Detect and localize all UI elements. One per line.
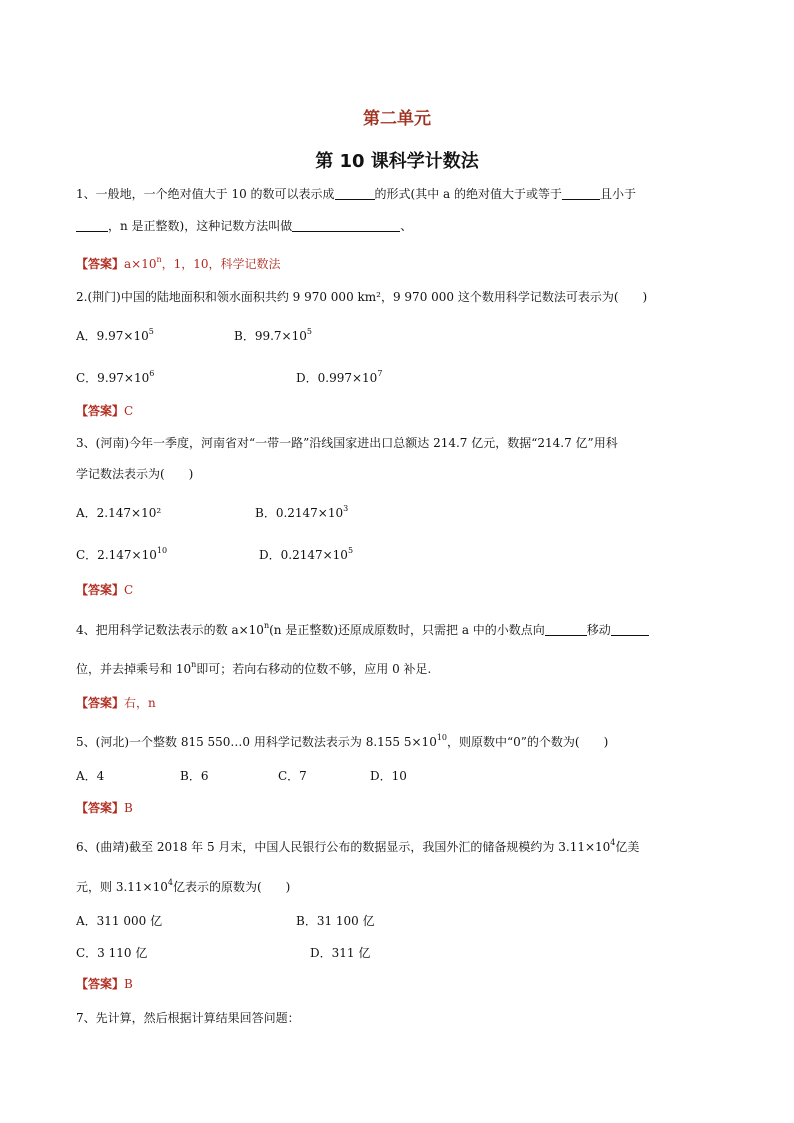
q3-option-a: A．2.147×10² [76, 506, 162, 520]
q2-option-b: B．$99.7\times 10^5$ [234, 327, 312, 343]
q5-option-a: A．4 [76, 769, 105, 783]
q1-blank-2 [562, 187, 600, 200]
q1-answer: 【答案】$a\times 10^n$，1，10，科学记数法 [76, 255, 281, 271]
q6-option-c: C．3 110 亿 [76, 946, 148, 960]
q5-option-d: D．10 [370, 769, 407, 783]
q3-answer: 【答案】C [76, 583, 134, 597]
q3-option-d: D．$0.2147\times 10^5$ [259, 546, 354, 562]
q1-blank-4 [292, 219, 400, 232]
q5-answer: 【答案】B [76, 801, 133, 815]
q1-blank-1 [335, 187, 375, 200]
q6-line1: 6、(曲靖)截至 2018 年 5 月末，中国人民银行公布的数据显示，我国外汇的储备规模约为 $3.11\times 10^4$亿美 [76, 838, 640, 854]
q7-stem: 7、先计算，然后根据计算结果回答问题： [76, 1011, 300, 1025]
q2-option-c: C．$9.97\times 10^6$ [76, 369, 155, 385]
q2-stem: 2.(荆门)中国的陆地面积和领水面积共约 9 970 000 km²，9 970 000 这个数用科学记数法可表示为( ) [76, 290, 648, 304]
q3-option-b: B．$0.2147\times 10^3$ [255, 504, 349, 520]
q5-option-c: C．7 [278, 769, 307, 783]
q2-answer: 【答案】C [76, 404, 134, 418]
lesson-title: 第 10 课科学计数法 [315, 151, 479, 172]
q5-stem: 5、(河北)一个整数 815 550…0 用科学记数法表示为 8.155 $5\times 10^{10}$，则原数中“0”的个数为( ) [76, 733, 609, 749]
q3-option-c: C．$2.147\times 10^{10}$ [76, 546, 168, 562]
q1-blank-3 [76, 219, 108, 232]
unit-title: 第二单元 [363, 109, 431, 129]
q4-blank-1 [545, 623, 587, 636]
q6-option-b: B．31 100 亿 [296, 914, 375, 928]
q4-line1: 4、把用科学记数法表示的数 $a\times 10^n(n$ 是正整数)还原成原数时，只需把 a 中的小数点向 移动 [76, 622, 649, 638]
q5-option-b: B．6 [180, 769, 209, 783]
q3-line2: 学记数法表示为( ) [76, 467, 194, 481]
q6-option-d: D．311 亿 [310, 946, 371, 960]
q6-answer: 【答案】B [76, 977, 133, 991]
q6-line2: 元，则 $3.11\times 10^4$亿表示的原数为( ) [76, 878, 291, 894]
q4-blank-2 [611, 623, 649, 636]
q6-option-a: A．311 000 亿 [76, 914, 163, 928]
q1-line1: 1、一般地，一个绝对值大于 10 的数可以表示成 的形式(其中 a 的绝对值大于或等于 且小于 [76, 187, 637, 201]
q4-answer: 【答案】右，n [76, 696, 156, 710]
q2-option-d: D．$0.997\times 10^7$ [296, 369, 383, 385]
q4-line2: 位，并去掉乘号和 10$^n$即可；若向右移动的位数不够，应用 0 补足. [76, 660, 432, 676]
q1-line2: ，n 是正整数)，这种记数方法叫做 、 [76, 218, 412, 234]
q2-option-a: A．$9.97\times 10^5$ [76, 327, 154, 343]
q3-line1: 3、(河南)今年一季度，河南省对“一带一路”沿线国家进出口总额达 214.7 亿元，数据“214.7 亿”用科 [76, 436, 618, 450]
